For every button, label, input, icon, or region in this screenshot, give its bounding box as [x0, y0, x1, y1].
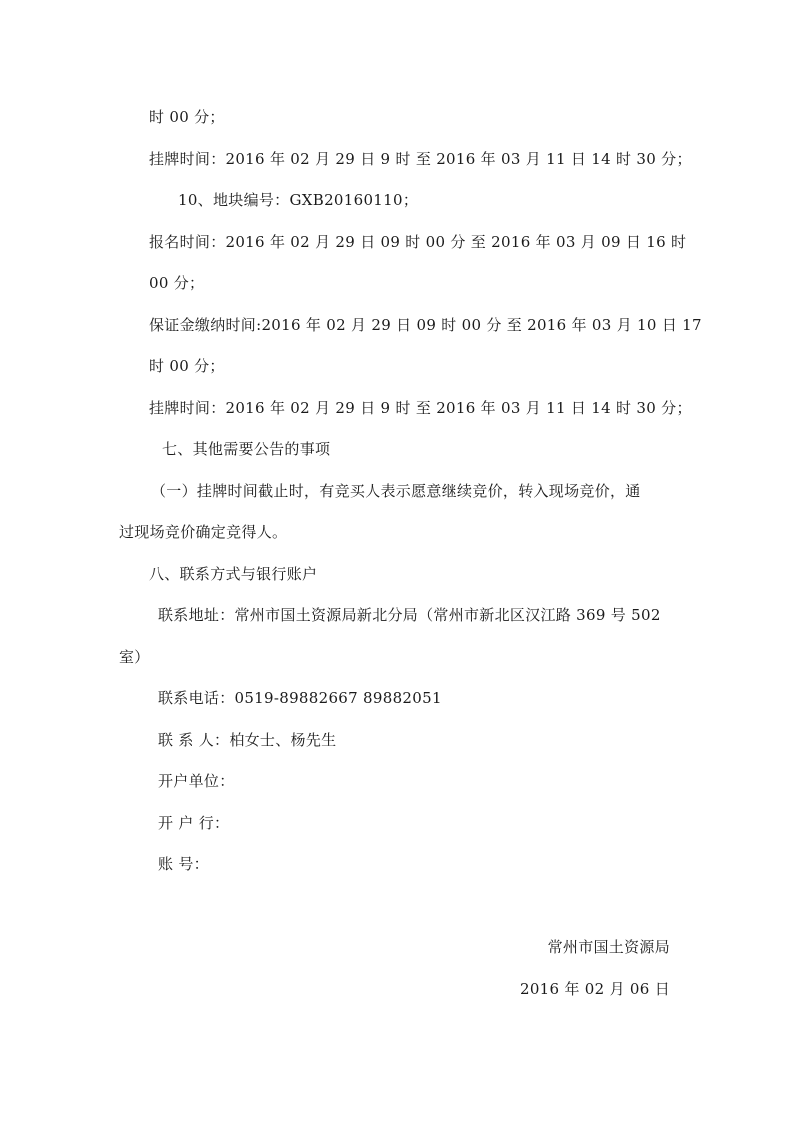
account-unit: 开户单位：	[158, 772, 235, 790]
text-line: 过现场竞价确定竞得人。	[119, 523, 288, 541]
text-line: 00 分；	[149, 274, 205, 292]
text-line: 室）	[119, 648, 150, 666]
text-line: 10、地块编号：GXB20160110；	[178, 191, 419, 209]
section-heading: 七、其他需要公告的事项	[162, 440, 331, 458]
signature-date: 2016 年 02 月 06 日	[520, 980, 670, 998]
contact-phone: 联系电话：0519-89882667 89882051	[158, 689, 442, 707]
text-line: （一）挂牌时间截止时，有竞买人表示愿意继续竞价，转入现场竞价，通	[151, 482, 641, 500]
contact-person: 联 系 人：柏女士、杨先生	[158, 731, 337, 749]
text-line: 时 00 分；	[149, 108, 225, 126]
signature-org: 常州市国土资源局	[547, 938, 670, 956]
text-line: 时 00 分；	[149, 357, 225, 375]
text-line: 报名时间：2016 年 02 月 29 日 09 时 00 分 至 2016 年 03 月 09 日 16 时	[149, 233, 687, 251]
text-line: 保证金缴纳时间:2016 年 02 月 29 日 09 时 00 分 至 2016 年 03 月 10 日 17	[149, 316, 702, 334]
contact-address: 联系地址：常州市国土资源局新北分局（常州市新北区汉江路 369 号 502	[158, 606, 661, 624]
text-line: 挂牌时间：2016 年 02 月 29 日 9 时 至 2016 年 03 月 11 日 14 时 30 分；	[149, 399, 692, 417]
text-line: 挂牌时间：2016 年 02 月 29 日 9 时 至 2016 年 03 月 11 日 14 时 30 分；	[149, 150, 692, 168]
account-number: 账 号：	[158, 855, 209, 873]
section-heading: 八、联系方式与银行账户	[149, 565, 318, 583]
account-bank: 开 户 行：	[158, 814, 230, 832]
